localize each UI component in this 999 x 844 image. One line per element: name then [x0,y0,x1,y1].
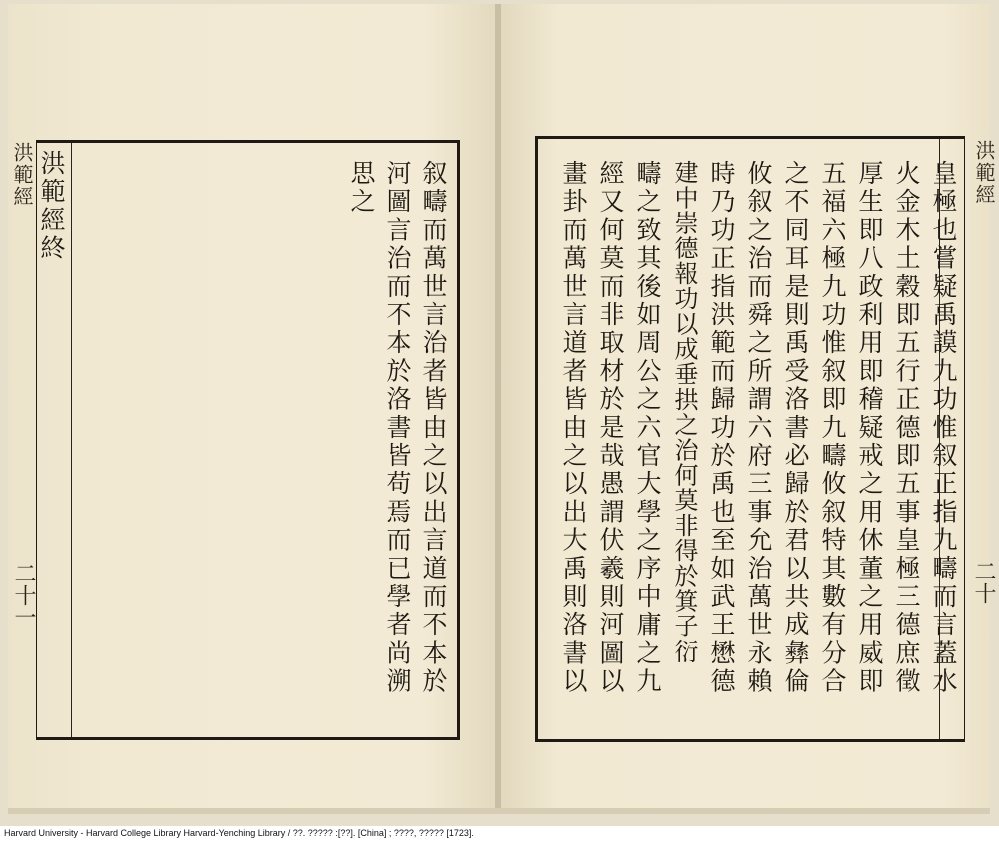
left-edge-title: 洪範經 [10,142,34,208]
book-gutter [495,4,501,808]
end-title: 洪範經終 [37,150,66,263]
left-column-3: 思之 [347,160,376,217]
left-folio-number: 二十一 [11,562,36,628]
page-edge-shadow [8,808,990,814]
right-column-8: 建中崇德報功以成垂拱之治何莫非得於箕子衍 [670,160,698,664]
left-frame-rule [71,143,72,737]
left-column-1: 叙疇而萬世言治者皆由之以出言道而不本於 [419,160,448,696]
right-column-10: 經又何莫而非取材於是哉愚謂伏羲則河圖以 [596,160,625,696]
right-column-9: 疇之致其後如周公之六官大學之序中庸之九 [633,160,662,696]
right-folio-number: 二十 [971,560,996,604]
library-attribution-caption: Harvard University - Harvard College Library Harvard-Yenching Library / ??. ????? :[??]. [China] ; ????, ????? [1723]. [4,828,474,838]
right-column-2: 火金木土穀即五行正德即五事皇極三德庶徵 [892,160,921,696]
right-column-7: 時乃功正指洪範而歸功於禹也至如武王懋德 [707,160,736,696]
right-edge-title: 洪範經 [972,140,996,206]
left-column-2: 河圖言治而不本於洛書皆苟焉而已學者尚溯 [383,160,412,696]
right-column-3: 厚生即八政利用即稽疑戒之用休董之用威即 [855,160,884,696]
right-column-1: 皇極也嘗疑禹謨九功惟叙正指九疇而言蓋水 [929,160,958,696]
right-column-6: 攸叙之治而舜之所謂六府三事允治萬世永賴 [744,160,773,696]
right-column-4: 五福六極九功惟叙即九疇攸叙特其數有分合 [818,160,847,696]
right-column-11: 畫卦而萬世言道者皆由之以出大禹則洛書以 [559,160,588,696]
right-column-5: 之不同耳是則禹受洛書必歸於君以共成彝倫 [781,160,810,696]
